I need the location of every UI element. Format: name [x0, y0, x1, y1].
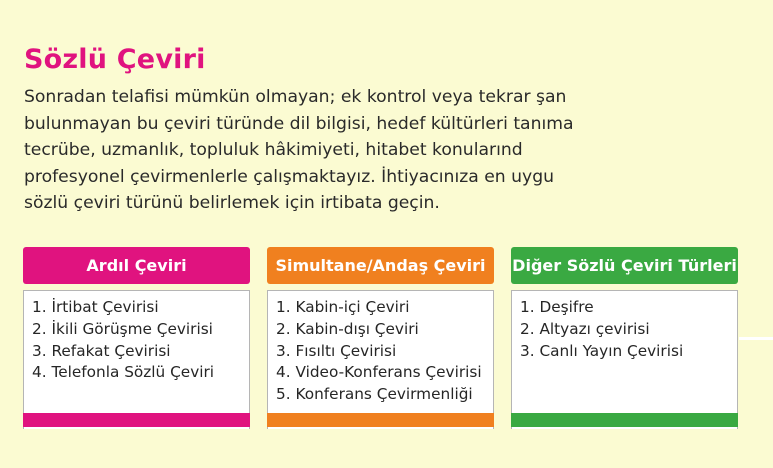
list-item: 1. Kabin-içi Çeviri: [276, 298, 410, 316]
card-header: Diğer Sözlü Çeviri Türleri: [511, 247, 738, 284]
paragraph-line: profesyonel çevirmenlerle çalışmaktayız. İhtiyacınıza en uygu: [24, 166, 555, 187]
card-diger-ceviri: [511, 247, 738, 427]
paragraph-line: bulunmayan bu çeviri türünde dil bilgisi, hedef kültürleri tanıma: [24, 113, 574, 134]
list-item: 3. Refakat Çevirisi: [32, 341, 171, 360]
card-footer-bar: [267, 413, 494, 427]
list-item: 4. Telefonla Sözlü Çeviri: [32, 363, 215, 382]
list-item: 2. Kabin-dışı Çeviri: [276, 319, 419, 338]
card-body: [511, 290, 738, 429]
list-item: 3. Fısıltı Çevirisi: [276, 341, 397, 360]
list-item: 5. Konferans Çevirmenliği: [276, 385, 473, 404]
card-ardil-ceviri: [23, 247, 250, 427]
list-item: 2. İkili Görüşme Çevirisi: [32, 319, 213, 338]
list-item: 1. Deşifre: [520, 298, 594, 316]
intro-paragraph: [24, 84, 576, 219]
page-title: Sözlü Çeviri: [24, 44, 206, 75]
card-header: Ardıl Çeviri: [23, 247, 250, 284]
card-header: Simultane/Andaş Çeviri: [267, 247, 494, 284]
paragraph-line: Sonradan telafisi mümkün olmayan; ek kontrol veya tekrar şan: [24, 87, 567, 107]
list-item: 2. Altyazı çevirisi: [520, 319, 650, 338]
card-body: [267, 290, 494, 429]
paragraph-line: tecrübe, uzmanlık, topluluk hâkimiyeti, hitabet konularınd: [24, 140, 523, 160]
decorative-line: [739, 337, 773, 340]
card-simultane-ceviri: [267, 247, 494, 427]
card-footer-bar: [23, 413, 250, 427]
card-list: [512, 291, 737, 362]
card-footer-bar: [511, 413, 738, 427]
list-item: 4. Video-Konferans Çevirisi: [276, 363, 482, 382]
list-item: 3. Canlı Yayın Çevirisi: [520, 341, 684, 360]
card-list: [24, 291, 249, 384]
list-item: 1. İrtibat Çevirisi: [32, 298, 159, 316]
card-list: [268, 291, 493, 406]
paragraph-line: sözlü çeviri türünü belirlemek için irtibata geçin.: [24, 193, 440, 213]
card-body: [23, 290, 250, 429]
